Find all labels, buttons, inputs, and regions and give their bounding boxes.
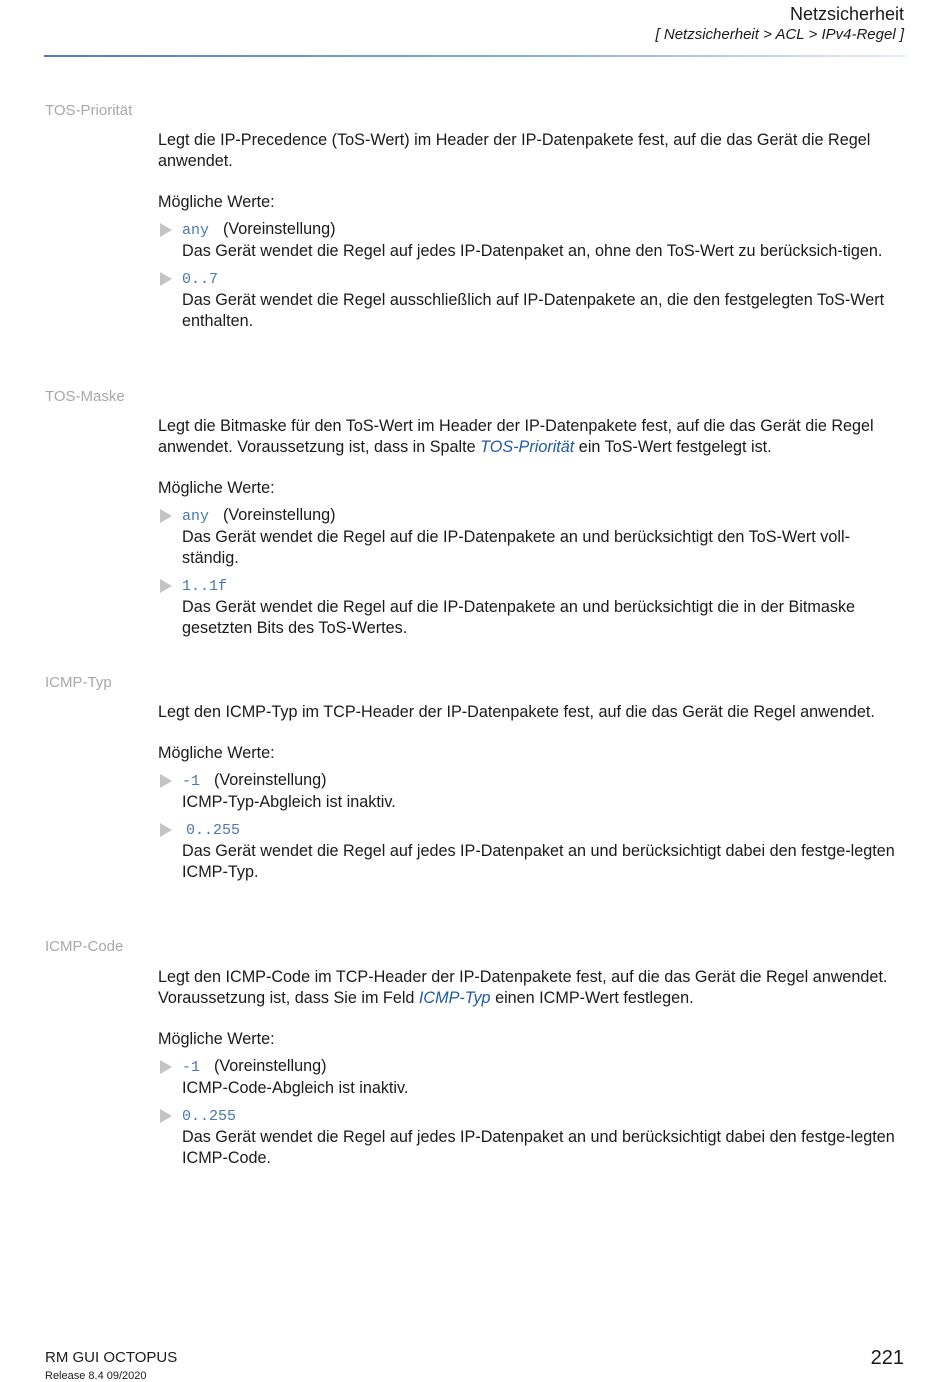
section-body: [158, 702, 903, 889]
section-label: ICMP-Typ: [45, 674, 112, 691]
section-label: TOS-Maske: [45, 388, 125, 405]
section-label: ICMP-Code: [45, 938, 124, 955]
cross-reference-link[interactable]: TOS-Priorität: [480, 438, 575, 456]
page-header-title: Netzsicherheit: [789, 4, 904, 24]
value-item: [158, 1105, 903, 1169]
section-description: Legt den ICMP-Typ im TCP-Header der IP-Datenpakete fest, auf die das Gerät die Regel anwendet.: [158, 703, 875, 721]
section-description: [158, 416, 903, 458]
value-note: (Voreinstellung): [214, 771, 327, 789]
value-item: [158, 770, 903, 813]
value-code: 1..1f: [182, 578, 228, 595]
triangle-bullet-icon: [160, 579, 172, 593]
value-note: (Voreinstellung): [223, 506, 336, 524]
value-code: 0..255: [186, 822, 241, 839]
value-item: [158, 505, 903, 569]
value-item: [158, 219, 903, 262]
section-description: [158, 967, 903, 1009]
value-text: Das Gerät wendet die Regel auf jedes IP-Datenpaket an, ohne den ToS-Wert zu berücksich-tigen.: [182, 242, 883, 260]
header-divider: [44, 55, 906, 57]
value-text: Das Gerät wendet die Regel ausschließlich auf IP-Datenpakete an, die den festgelegten ToS-Wert enthalten.: [182, 291, 885, 330]
footer-release: Release 8.4 09/2020: [45, 1370, 147, 1382]
section-description: Legt die IP-Precedence (ToS-Wert) im Header der IP-Datenpakete fest, auf die das Gerät die Regel anwendet.: [158, 131, 871, 170]
value-code: 0..255: [182, 1108, 237, 1125]
values-title: Mögliche Werte:: [158, 479, 275, 497]
value-item: [158, 268, 903, 332]
page-number: 221: [870, 1347, 904, 1369]
triangle-bullet-icon: [160, 774, 172, 788]
value-text: Das Gerät wendet die Regel auf die IP-Datenpakete an und berücksichtigt die in der Bitmaske gesetzten Bits des ToS-Wertes.: [182, 598, 856, 637]
triangle-bullet-icon: [160, 223, 172, 237]
section-label: TOS-Priorität: [45, 102, 133, 119]
triangle-bullet-icon: [160, 272, 172, 286]
value-note: (Voreinstellung): [214, 1057, 327, 1075]
values-title: Mögliche Werte:: [158, 193, 275, 211]
cross-reference-link[interactable]: ICMP-Typ: [418, 989, 491, 1007]
value-text: ICMP-Typ-Abgleich ist inaktiv.: [182, 793, 396, 811]
values-title: Mögliche Werte:: [158, 1030, 275, 1048]
value-item: [158, 819, 903, 883]
value-text: Das Gerät wendet die Regel auf jedes IP-Datenpaket an und berücksichtigt dabei den festge-legten ICMP-Typ.: [182, 842, 895, 881]
value-code: any: [182, 222, 210, 239]
triangle-bullet-icon: [160, 1060, 172, 1074]
triangle-bullet-icon: [160, 823, 172, 837]
values-title: Mögliche Werte:: [158, 744, 275, 762]
value-text: ICMP-Code-Abgleich ist inaktiv.: [182, 1079, 409, 1097]
value-code: -1: [182, 773, 201, 790]
value-code: -1: [182, 1059, 201, 1076]
section-body: [158, 130, 903, 338]
description-text: einen ICMP-Wert festlegen.: [490, 989, 694, 1007]
value-text: Das Gerät wendet die Regel auf jedes IP-Datenpaket an und berücksichtigt dabei den festge-legten ICMP-Code.: [182, 1128, 895, 1167]
triangle-bullet-icon: [160, 1109, 172, 1123]
description-text: ein ToS-Wert festgelegt ist.: [574, 438, 772, 456]
value-text: Das Gerät wendet die Regel auf die IP-Datenpakete an und berücksichtigt den ToS-Wert voll-ständig.: [182, 528, 850, 567]
value-code: any: [182, 508, 210, 525]
value-item: [158, 1056, 903, 1099]
breadcrumb: [ Netzsicherheit > ACL > IPv4-Regel ]: [655, 26, 904, 43]
value-item: [158, 575, 903, 639]
section-body: [158, 967, 903, 1175]
description-text: Legt die Bitmaske für den ToS-Wert im Header der IP-Datenpakete fest, auf die das Gerät die Regel anwendet. Voraussetzung ist, dass in Spalte: [158, 417, 874, 456]
triangle-bullet-icon: [160, 509, 172, 523]
value-note: (Voreinstellung): [223, 220, 336, 238]
value-code: 0..7: [182, 271, 219, 288]
section-body: [158, 416, 903, 645]
description-text: Legt den ICMP-Code im TCP-Header der IP-Datenpakete fest, auf die das Gerät die Regel anwendet. Voraussetzung ist, dass Sie im Feld: [158, 968, 888, 1007]
footer-document-name: RM GUI OCTOPUS: [45, 1349, 178, 1366]
